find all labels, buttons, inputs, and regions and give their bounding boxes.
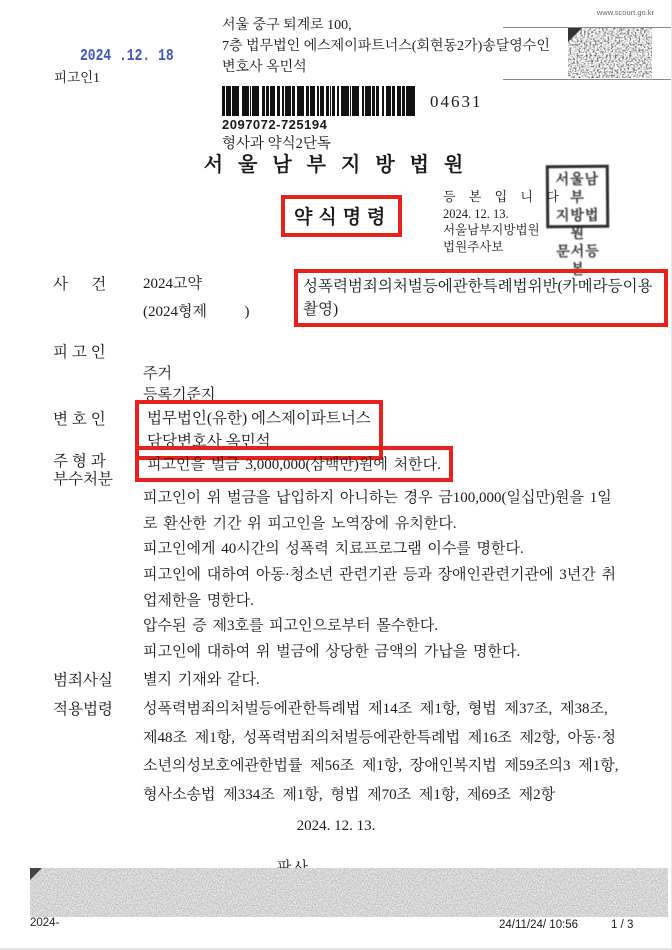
address-line: 서울 중구 퇴계로 100, — [222, 18, 352, 33]
facts-value: 별지 기재와 같다. — [143, 672, 260, 688]
order-title-highlight: 약식명령 — [281, 195, 402, 237]
sentence-line: 피고인에 대하여 아동·청소년 관련기관 등과 장애인관련기관에 3년간 취 — [143, 567, 616, 583]
footer-case-ref: 2024- — [30, 917, 60, 929]
decision-date: 2024. 12. 13. — [296, 818, 376, 834]
qr-code-icon — [568, 28, 652, 78]
defendant-address-label: 주거 — [143, 366, 172, 382]
department-label: 형사과 약식2단독 — [222, 136, 331, 152]
certified-court: 서울남부지방법원 — [443, 223, 540, 237]
redacted-signature-band — [30, 868, 668, 917]
seal-line: 지방법원 — [555, 206, 600, 242]
seal-line: 서울남부 — [555, 170, 600, 206]
scourt-url-caption: www.scourt.go.kr — [596, 8, 654, 17]
address-line: 변호사 옥민석 — [222, 60, 307, 75]
counsel-attorney: 담당변호사 옥민석 — [147, 433, 271, 450]
sentence-line: 압수된 증 제3호를 피고인으로부터 몰수한다. — [143, 618, 439, 634]
law-line: 제48조 제1항, 성폭력범죄의처벌등에관한특례법 제16조 제2항, 아동·청 — [143, 730, 616, 746]
barcode-number: 2097072-725194 — [222, 117, 328, 132]
law-line: 형사소송법 제334조 제1항, 형법 제70조 제1항, 제69조 제2항 — [143, 787, 556, 803]
facts-label: 범죄사실 — [53, 672, 113, 689]
case-number: 2024고약 — [143, 276, 202, 292]
divider — [503, 79, 672, 80]
barcode — [222, 86, 417, 116]
footer-datetime: 24/11/24/ 10:56 — [499, 919, 579, 931]
sentence-line: 업제한을 명한다. — [143, 593, 254, 609]
received-date-stamp: 2024 .12. 18 — [80, 46, 174, 65]
counsel-firm: 법무법인(유한) 에스제이파트너스 — [147, 410, 371, 427]
sentence-line: 피고인에게 40시간의 성폭력 치료프로그램 이수를 명한다. — [143, 541, 524, 557]
seal-line: 문서등본 — [556, 242, 600, 278]
footer-page-number: 1 / 3 — [611, 919, 634, 931]
certified-text: 등 본 입 니 다 — [443, 189, 564, 204]
fine-highlight: 피고인을 벌금 3,000,000(삼백만)원에 처한다. — [135, 446, 453, 482]
defendant-registry-label: 등록기준지 — [143, 387, 216, 403]
sentence-line: 피고인에 대하여 위 벌금에 상당한 금액의 가납을 명한다. — [143, 644, 521, 660]
case-name-highlight: 성폭력범죄의처벌등에관한특례법위반(카메라등이용촬영) — [294, 269, 668, 327]
law-line: 성폭력범죄의처벌등에관한특례법 제14조 제1항, 형법 제37조, 제38조, — [143, 701, 608, 717]
law-line: 소년의성보호에관한법률 제56조 제1항, 장애인복지법 제59조의3 제1항, — [143, 758, 619, 774]
certified-date: 2024. 12. 13. — [443, 206, 509, 221]
laws-label: 적용법령 — [53, 701, 113, 718]
sentence-line: 로 환산한 기간 위 피고인을 노역장에 유치한다. — [143, 516, 457, 532]
sentence-line: 피고인이 위 벌금을 납입하지 아니하는 경우 금100,000(일십만)원을 1일 — [143, 490, 612, 506]
mail-code: 04631 — [430, 92, 483, 111]
received-label: 피고인1 — [54, 70, 100, 85]
court-seal — [546, 165, 610, 278]
case-label: 사 건 — [53, 276, 107, 293]
defendant-label: 피 고 인 — [53, 344, 106, 361]
counsel-label: 변 호 인 — [53, 411, 106, 428]
case-sub-number: (2024형제 ) — [143, 304, 250, 320]
court-name: 서 울 남 부 지 방 법 원 — [203, 154, 469, 176]
address-line: 7층 법무법인 에스제이파트너스(회현동2가)송달영수인 — [222, 39, 550, 54]
sentence-label-line2: 부수처분 — [53, 471, 113, 488]
certified-officer: 법원주사보 — [443, 239, 504, 254]
sentence-label-line1: 주 형 과 — [53, 453, 106, 470]
